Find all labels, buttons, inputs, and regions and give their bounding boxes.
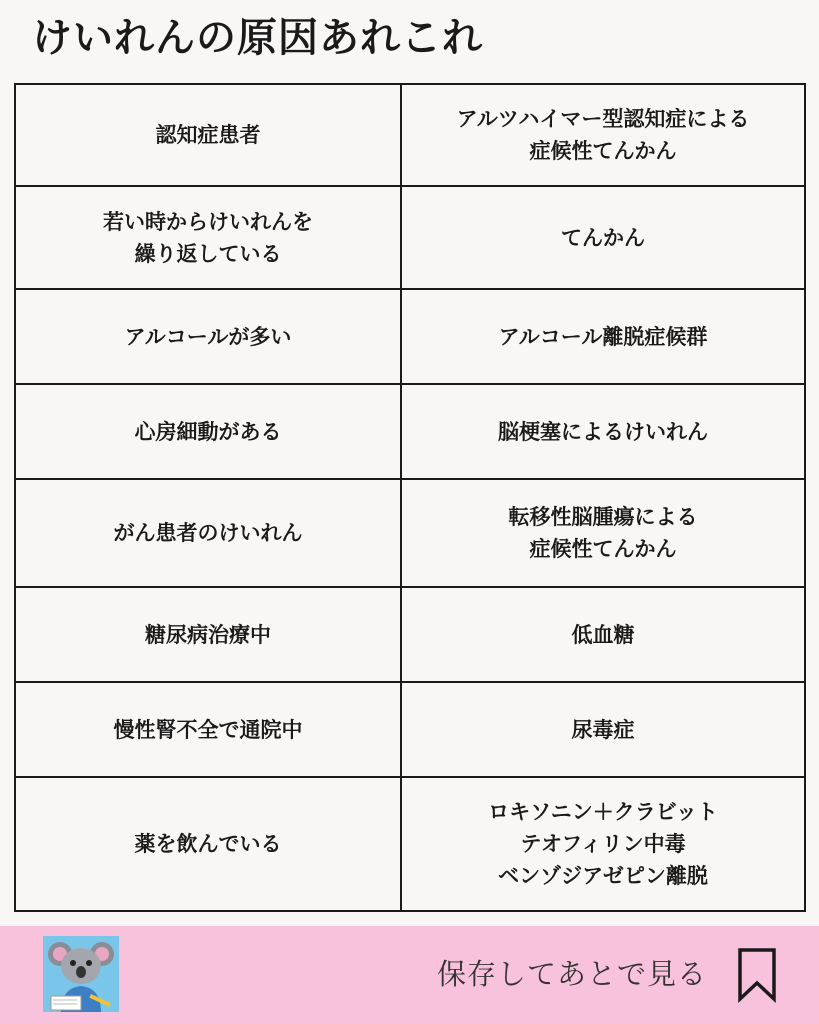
table-row (15, 84, 805, 186)
koala-avatar-icon (43, 936, 119, 1012)
situation-cell: 薬を飲んでいる (15, 777, 401, 911)
page-title: けいれんの原因あれこれ (32, 15, 483, 61)
table-row (15, 587, 805, 682)
save-banner[interactable] (0, 926, 819, 1024)
situation-cell: アルコールが多い (15, 289, 401, 384)
situation-cell: 心房細動がある (15, 384, 401, 479)
table-row (15, 682, 805, 777)
cause-cell: てんかん (401, 186, 805, 289)
table-row (15, 186, 805, 289)
table-row (15, 777, 805, 911)
situation-cell: 慢性腎不全で通院中 (15, 682, 401, 777)
situation-cell: がん患者のけいれん (15, 479, 401, 587)
cause-cell: 脳梗塞によるけいれん (401, 384, 805, 479)
causes-table (14, 83, 806, 912)
table-row (15, 384, 805, 479)
table-row (15, 479, 805, 587)
bookmark-icon[interactable] (734, 946, 780, 1004)
cause-cell: ロキソニン＋クラビット テオフィリン中毒 ベンゾジアゼピン離脱 (401, 777, 805, 911)
cause-cell: 転移性脳腫瘍による 症候性てんかん (401, 479, 805, 587)
situation-cell: 認知症患者 (15, 84, 401, 186)
situation-cell: 若い時からけいれんを 繰り返している (15, 186, 401, 289)
cause-cell: アルコール離脱症候群 (401, 289, 805, 384)
situation-cell: 糖尿病治療中 (15, 587, 401, 682)
cause-cell: アルツハイマー型認知症による 症候性てんかん (401, 84, 805, 186)
cause-cell: 尿毒症 (401, 682, 805, 777)
table-row (15, 289, 805, 384)
save-later-label: 保存してあとで見る (437, 957, 708, 991)
cause-cell: 低血糖 (401, 587, 805, 682)
